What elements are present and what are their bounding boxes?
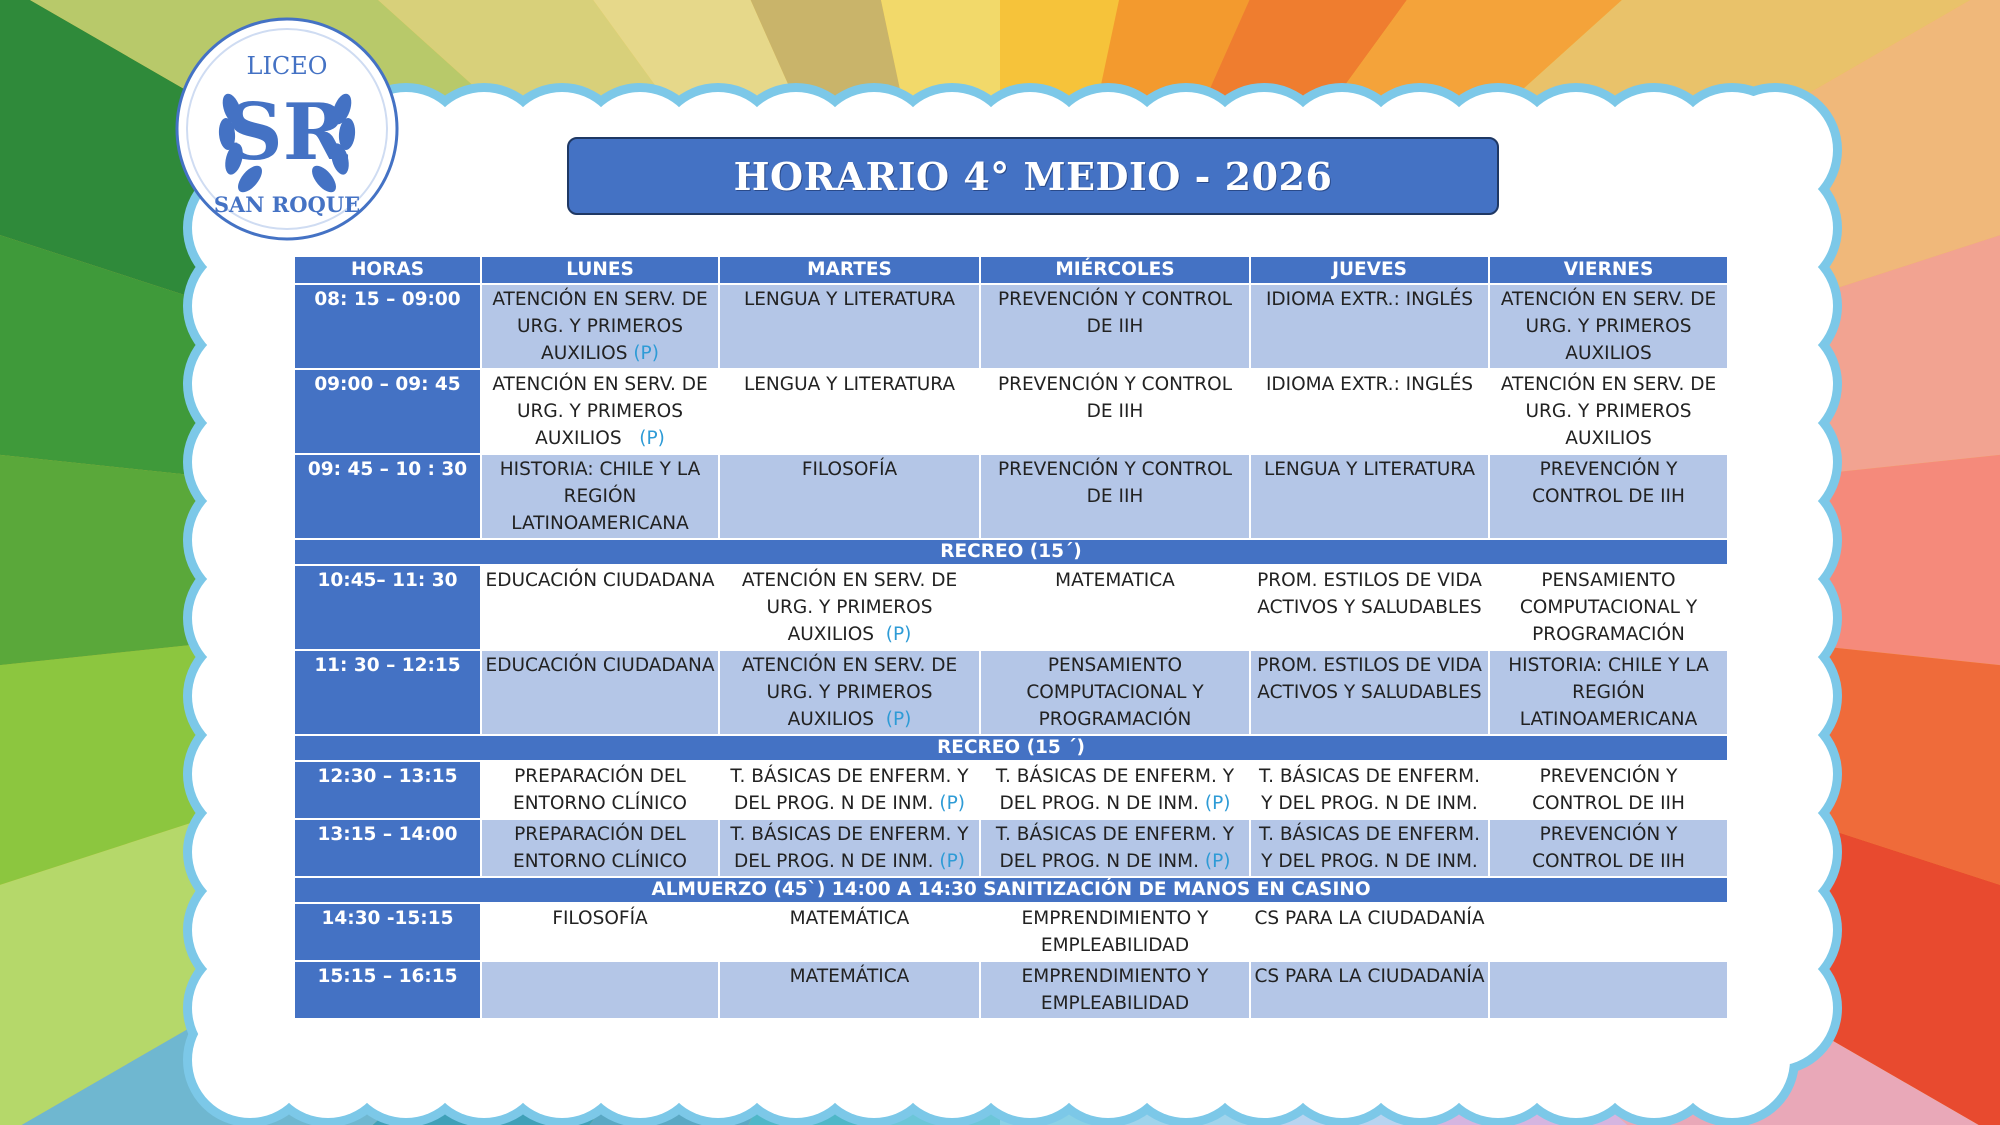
schedule-cell: PENSAMIENTO COMPUTACIONAL Y PROGRAMACIÓN <box>980 650 1250 735</box>
time-cell: 09:00 – 09: 45 <box>294 369 481 454</box>
schedule-cell: FILOSOFÍA <box>719 454 980 539</box>
logo-monogram: SR <box>226 87 348 178</box>
schedule-cell: T. BÁSICAS DE ENFERM. Y DEL PROG. N DE INM. (P) <box>719 761 980 819</box>
practice-marker: (P) <box>639 428 665 449</box>
schedule-cell: MATEMATICA <box>980 565 1250 650</box>
practice-marker: (P) <box>885 709 912 730</box>
table-row <box>294 903 1728 961</box>
schedule-cell: IDIOMA EXTR.: INGLÉS <box>1250 369 1489 454</box>
schedule-cell: CS PARA LA CIUDADANÍA <box>1250 903 1489 961</box>
schedule-cell <box>1489 903 1728 961</box>
table-row <box>294 369 1728 454</box>
schedule-cell: EDUCACIÓN CIUDADANA <box>481 650 719 735</box>
break-label: ALMUERZO (45`) 14:00 A 14:30 SANITIZACIÓN DE MANOS EN CASINO <box>294 877 1728 903</box>
table-row <box>294 819 1728 877</box>
schedule-cell: CS PARA LA CIUDADANÍA <box>1250 961 1489 1019</box>
time-cell: 14:30 -15:15 <box>294 903 481 961</box>
schedule-cell: ATENCIÓN EN SERV. DE URG. Y PRIMEROS AUXILIOS (P) <box>481 284 719 369</box>
page-title: HORARIO 4° MEDIO - 2026 <box>567 137 1499 215</box>
break-label: RECREO (15´) <box>294 539 1728 565</box>
practice-marker: (P) <box>885 624 912 645</box>
schedule-cell: FILOSOFÍA <box>481 903 719 961</box>
time-cell: 11: 30 – 12:15 <box>294 650 481 735</box>
schedule-cell: ATENCIÓN EN SERV. DE URG. Y PRIMEROS AUXILIOS (P) <box>719 565 980 650</box>
header-cell: MIÉRCOLES <box>980 256 1250 284</box>
time-cell: 12:30 – 13:15 <box>294 761 481 819</box>
schedule-cell: ATENCIÓN EN SERV. DE URG. Y PRIMEROS AUXILIOS <box>1489 369 1728 454</box>
schedule-cell: LENGUA Y LITERATURA <box>719 369 980 454</box>
schedule-cell: PREVENCIÓN Y CONTROL DE IIH <box>980 454 1250 539</box>
schedule-cell <box>1489 961 1728 1019</box>
practice-marker: (P) <box>633 343 659 364</box>
table-row <box>294 565 1728 650</box>
header-cell: HORAS <box>294 256 481 284</box>
table-header-row <box>294 256 1728 284</box>
schedule-cell: T. BÁSICAS DE ENFERM. Y DEL PROG. N DE INM. <box>1250 819 1489 877</box>
schedule-cell: T. BÁSICAS DE ENFERM. Y DEL PROG. N DE INM. <box>1250 761 1489 819</box>
practice-marker: (P) <box>1204 851 1231 872</box>
schedule-cell: EDUCACIÓN CIUDADANA <box>481 565 719 650</box>
schedule-cell: PREPARACIÓN DEL ENTORNO CLÍNICO <box>481 761 719 819</box>
schedule-cell: T. BÁSICAS DE ENFERM. Y DEL PROG. N DE INM. (P) <box>980 819 1250 877</box>
schedule-cell: PREVENCIÓN Y CONTROL DE IIH <box>980 369 1250 454</box>
schedule-cell: PREVENCIÓN Y CONTROL DE IIH <box>1489 454 1728 539</box>
table-row <box>294 650 1728 735</box>
schedule-cell: PENSAMIENTO COMPUTACIONAL Y PROGRAMACIÓN <box>1489 565 1728 650</box>
schedule-cell: HISTORIA: CHILE Y LA REGIÓN LATINOAMERICANA <box>1489 650 1728 735</box>
schedule-cell: LENGUA Y LITERATURA <box>719 284 980 369</box>
table-row <box>294 454 1728 539</box>
schedule-cell: PROM. ESTILOS DE VIDA ACTIVOS Y SALUDABLES <box>1250 565 1489 650</box>
schedule-cell: PREVENCIÓN Y CONTROL DE IIH <box>1489 761 1728 819</box>
schedule-cell <box>481 961 719 1019</box>
schedule-cell: EMPRENDIMIENTO Y EMPLEABILIDAD <box>980 961 1250 1019</box>
schedule-cell: IDIOMA EXTR.: INGLÉS <box>1250 284 1489 369</box>
break-row <box>294 877 1728 903</box>
schedule-table <box>293 255 1729 1020</box>
schedule-cell: MATEMÁTICA <box>719 961 980 1019</box>
schedule-cell: ATENCIÓN EN SERV. DE URG. Y PRIMEROS AUXILIOS <box>1489 284 1728 369</box>
time-cell: 09: 45 – 10 : 30 <box>294 454 481 539</box>
header-cell: MARTES <box>719 256 980 284</box>
time-cell: 10:45– 11: 30 <box>294 565 481 650</box>
school-logo <box>172 14 402 244</box>
time-cell: 15:15 – 16:15 <box>294 961 481 1019</box>
header-cell: JUEVES <box>1250 256 1489 284</box>
break-row <box>294 539 1728 565</box>
schedule-cell: ATENCIÓN EN SERV. DE URG. Y PRIMEROS AUXILIOS (P) <box>719 650 980 735</box>
practice-marker: (P) <box>1204 793 1231 814</box>
schedule-cell: T. BÁSICAS DE ENFERM. Y DEL PROG. N DE INM. (P) <box>980 761 1250 819</box>
schedule-cell: LENGUA Y LITERATURA <box>1250 454 1489 539</box>
practice-marker: (P) <box>939 793 965 814</box>
logo-top-text: LICEO <box>246 52 328 80</box>
time-cell: 13:15 – 14:00 <box>294 819 481 877</box>
break-row <box>294 735 1728 761</box>
schedule-cell: PREVENCIÓN Y CONTROL DE IIH <box>1489 819 1728 877</box>
table-row <box>294 761 1728 819</box>
header-cell: VIERNES <box>1489 256 1728 284</box>
schedule-cell: EMPRENDIMIENTO Y EMPLEABILIDAD <box>980 903 1250 961</box>
break-label: RECREO (15 ´) <box>294 735 1728 761</box>
schedule-cell: ATENCIÓN EN SERV. DE URG. Y PRIMEROS AUXILIOS (P) <box>481 369 719 454</box>
schedule-cell: PREPARACIÓN DEL ENTORNO CLÍNICO <box>481 819 719 877</box>
schedule-cell: T. BÁSICAS DE ENFERM. Y DEL PROG. N DE INM. (P) <box>719 819 980 877</box>
table-row <box>294 284 1728 369</box>
header-cell: LUNES <box>481 256 719 284</box>
schedule-cell: MATEMÁTICA <box>719 903 980 961</box>
time-cell: 08: 15 – 09:00 <box>294 284 481 369</box>
practice-marker: (P) <box>939 851 965 872</box>
schedule-cell: PROM. ESTILOS DE VIDA ACTIVOS Y SALUDABLES <box>1250 650 1489 735</box>
table-row <box>294 961 1728 1019</box>
schedule-cell: PREVENCIÓN Y CONTROL DE IIH <box>980 284 1250 369</box>
logo-bottom-text: SAN ROQUE <box>213 192 361 217</box>
schedule-cell: HISTORIA: CHILE Y LA REGIÓN LATINOAMERICANA <box>481 454 719 539</box>
